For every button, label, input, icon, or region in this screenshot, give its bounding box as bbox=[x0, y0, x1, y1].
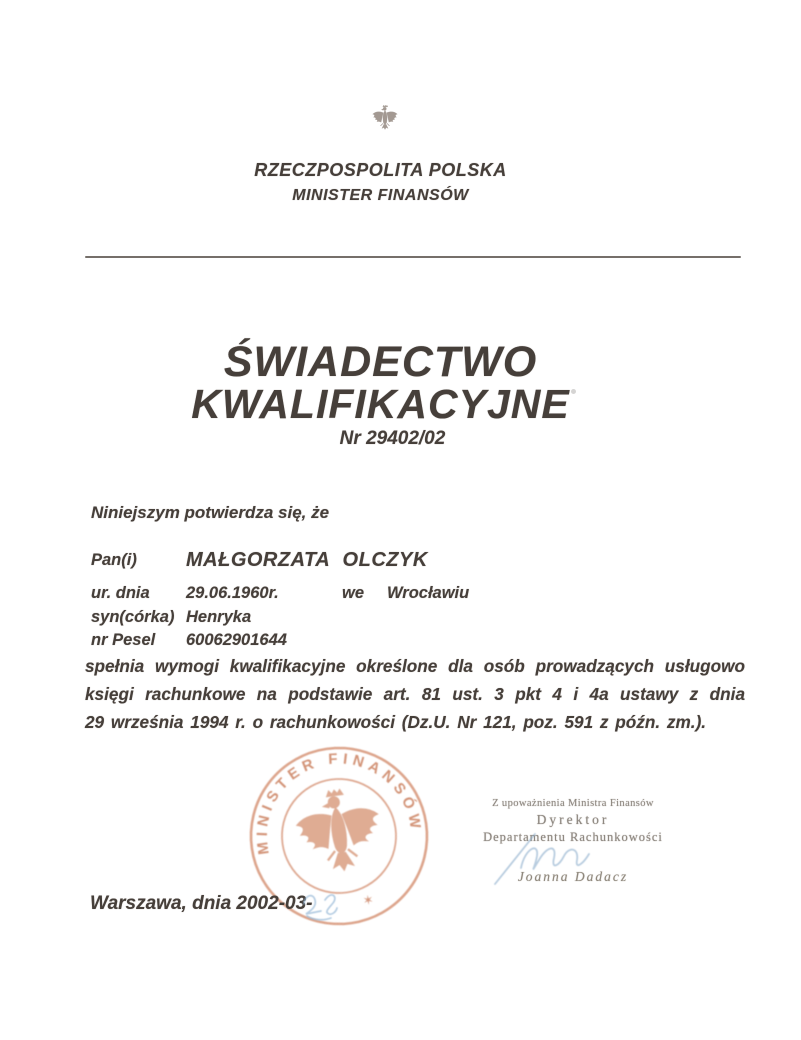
statement-line: spełnia wymogi kwalifikacyjne określone dla osób prowadzących usługowo bbox=[85, 656, 745, 676]
scan-speck bbox=[571, 389, 576, 394]
certificate-number: Nr 29402/02 bbox=[339, 428, 446, 449]
authorization-line: Z upoważnienia Ministra Finansów bbox=[492, 798, 654, 809]
pesel-label: nr Pesel bbox=[91, 631, 156, 649]
birth-date: 29.06.1960r. bbox=[186, 584, 279, 602]
parent-name: Henryka bbox=[186, 608, 252, 626]
pesel-number: 60062901644 bbox=[186, 631, 287, 649]
header-country: RZECZPOSPOLITA POLSKA bbox=[254, 160, 507, 180]
statement-line: księgi rachunkowe na podstawie art. 81 ust. 3 pkt 4 i 4a ustawy z dnia bbox=[85, 684, 745, 704]
header-authority: MINISTER FINANSÓW bbox=[292, 187, 469, 204]
header-divider bbox=[85, 256, 741, 258]
handwritten-signature-icon bbox=[491, 830, 641, 888]
polish-eagle-emblem-icon bbox=[371, 103, 399, 137]
birth-date-label: ur. dnia bbox=[91, 584, 150, 602]
signer-name: Joanna Dadacz bbox=[517, 869, 629, 884]
signer-position: Dyrektor bbox=[536, 812, 610, 827]
seal-ring-text: MINISTER FINANSÓW bbox=[253, 750, 425, 856]
place-date-line: Warszawa, dnia 2002-03- bbox=[90, 893, 313, 914]
parent-row bbox=[91, 608, 651, 632]
birth-place-preposition: we bbox=[342, 584, 365, 602]
holder-name: MAŁGORZATA OLCZYK bbox=[186, 549, 428, 571]
seal-star: ✶ bbox=[361, 891, 375, 909]
holder-name-row bbox=[91, 551, 651, 575]
certificate-title-line2: KWALIFIKACYJNE bbox=[191, 381, 570, 427]
certificate-title-line1: ŚWIADECTWO bbox=[223, 338, 538, 386]
signer-department: Departamentu Rachunkowości bbox=[483, 830, 663, 844]
parent-label: syn(córka) bbox=[91, 608, 175, 626]
birth-row bbox=[91, 584, 651, 608]
salutation-label: Pan(i) bbox=[91, 551, 137, 569]
birth-place: Wrocławiu bbox=[387, 584, 470, 602]
signature-block bbox=[453, 798, 693, 885]
intro-statement: Niniejszym potwierdza się, że bbox=[91, 503, 330, 522]
seal-eagle-icon bbox=[293, 785, 385, 877]
statement-line: 29 września 1994 r. o rachunkowości (Dz.U. Nr 121, poz. 591 z późn. zm.). bbox=[85, 712, 707, 732]
handwritten-day-icon bbox=[299, 886, 341, 928]
